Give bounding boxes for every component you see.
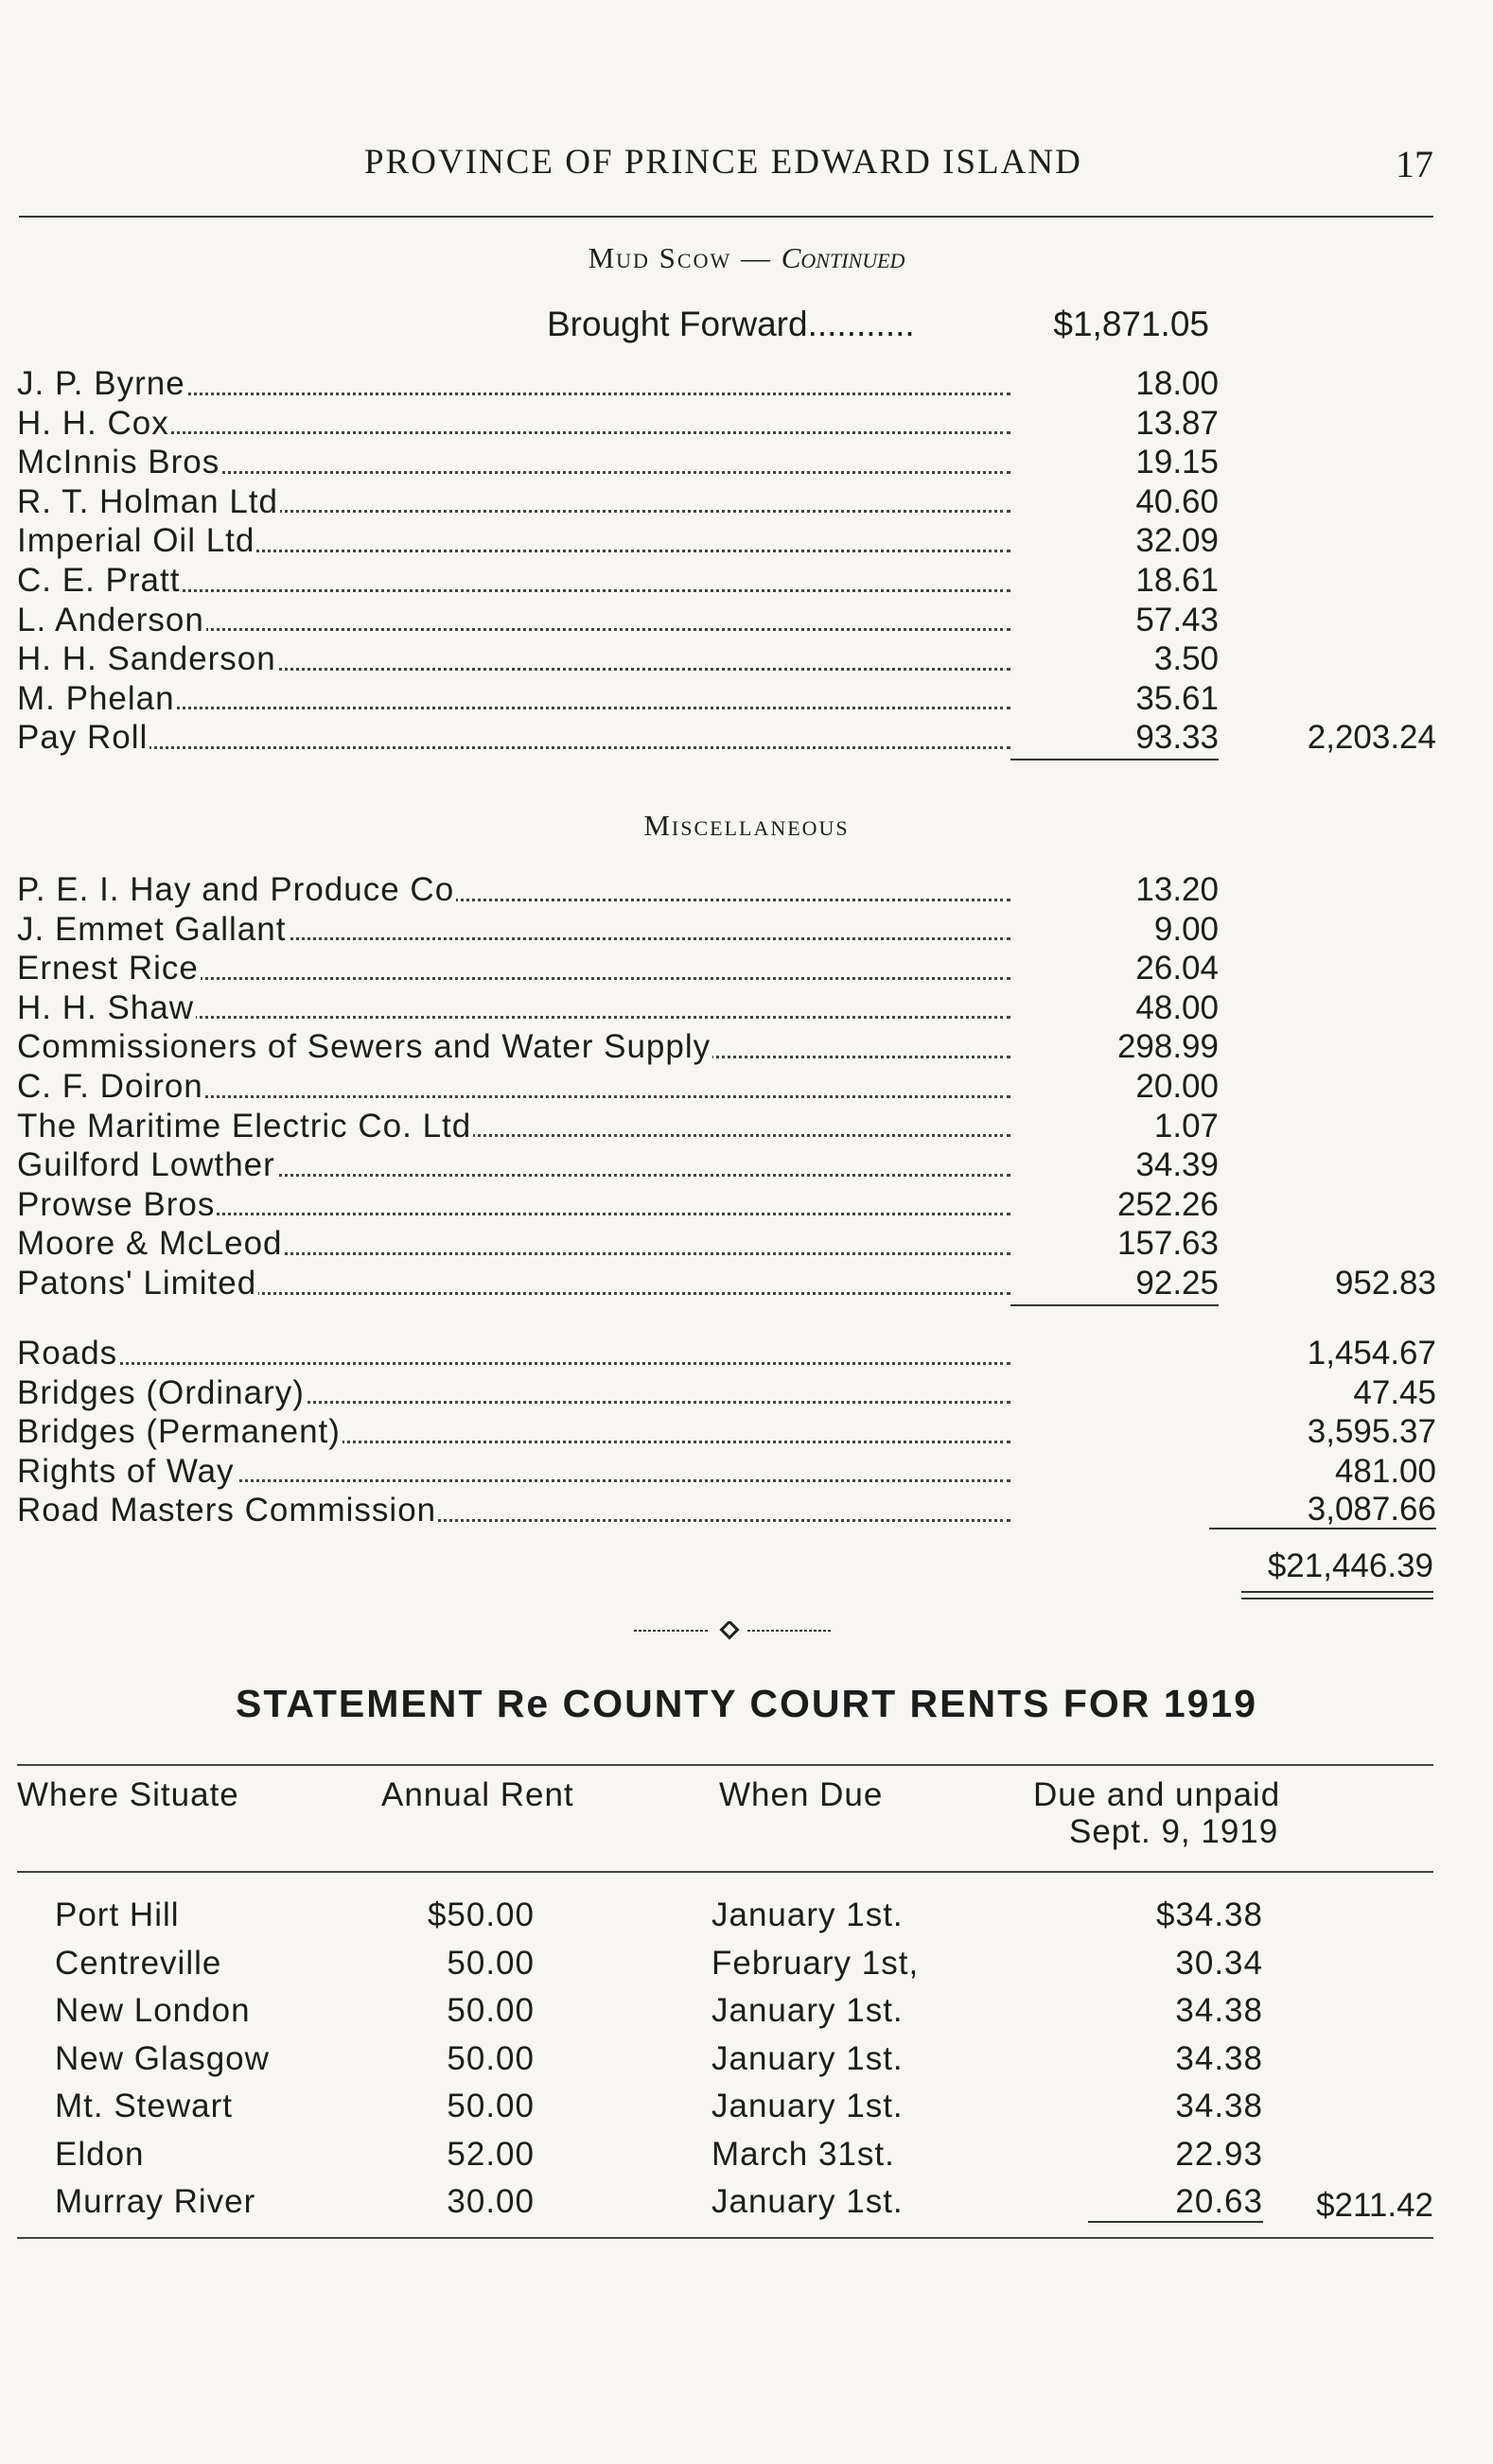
ledger-item-amount: 13.20 (1135, 871, 1219, 908)
ledger-row (17, 561, 1436, 601)
ledger-row (17, 1373, 1436, 1413)
cell-due-unpaid: 34.38 (1175, 1992, 1263, 2029)
cell-where-situate: Murray River (55, 2183, 256, 2220)
cell-when-due: January 1st. (711, 1896, 904, 1933)
ledger-row (17, 1224, 1436, 1264)
ledger-row (17, 404, 1436, 444)
header-when-due: When Due (719, 1776, 884, 1813)
ledger-item-name: Commissioners of Sewers and Water Supply (17, 1027, 1010, 1067)
ledger-row (17, 1491, 1436, 1530)
cell-due-unpaid: 34.38 (1175, 2088, 1263, 2124)
brought-forward-label: Brought Forward........... (547, 305, 915, 343)
ledger-item-amount: 32.09 (1135, 522, 1219, 560)
ledger-item-name: Road Masters Commission (17, 1491, 1010, 1530)
running-title: PROVINCE OF PRINCE EDWARD ISLAND (364, 143, 1082, 182)
ledger-row (17, 1452, 1436, 1492)
mud-scow-heading-text: Mud Scow (588, 241, 732, 274)
ledger-row (17, 443, 1436, 482)
cell-due-unpaid: 30.34 (1175, 1944, 1263, 1982)
rents-total: $211.42 (1316, 2187, 1433, 2224)
cell-when-due: March 31st. (711, 2135, 895, 2173)
cell-annual-rent: $50.00 (427, 1896, 535, 1933)
ledger-item-name: J. Emmet Gallant (17, 910, 1010, 950)
subtotal-rule (1010, 1304, 1219, 1306)
ledger-item-amount: 19.15 (1135, 444, 1219, 481)
mud-scow-heading: Mud Scow — Continued (588, 241, 905, 274)
cell-due-unpaid: 34.38 (1175, 2039, 1263, 2077)
ledger-item-amount: 13.87 (1135, 404, 1219, 442)
ledger-row (17, 1185, 1436, 1225)
cell-annual-rent: 30.00 (447, 2183, 535, 2220)
ledger-section-total: 481.00 (1334, 1452, 1436, 1490)
ledger-item-name: J. P. Byrne (17, 364, 1010, 404)
header-due-unpaid-date: Sept. 9, 1919 (1069, 1813, 1279, 1850)
header-rule (19, 216, 1433, 218)
ledger-row (17, 639, 1436, 679)
ledger-item-name: Bridges (Permanent) (17, 1412, 1010, 1452)
misc-ledger (17, 870, 1436, 1303)
ledger-item-amount: 35.61 (1135, 679, 1219, 717)
ledger-row (17, 1027, 1436, 1067)
ledger-item-name: H. H. Sanderson (17, 639, 1010, 679)
ledger-item-name: Moore & McLeod (17, 1224, 1010, 1264)
rents-table-bottom-rule (17, 2237, 1433, 2239)
ledger-item-name: Guilford Lowther (17, 1145, 1010, 1185)
ledger-item-name: L. Anderson (17, 601, 1010, 640)
header-where-situate: Where Situate (17, 1776, 239, 1813)
ledger-item-name: Bridges (Ordinary) (17, 1373, 1010, 1413)
ledger-item-name: H. H. Shaw (17, 988, 1010, 1028)
cell-where-situate: Eldon (55, 2135, 145, 2173)
ledger-item-name: Prowse Bros (17, 1185, 1010, 1225)
rents-table-top-rule (17, 1764, 1433, 1766)
brought-forward-row (547, 305, 1209, 348)
ledger-row (17, 1067, 1436, 1107)
ledger-item-name: M. Phelan (17, 679, 1010, 719)
header-due-unpaid: Due and unpaid (1033, 1776, 1281, 1813)
ledger-row (17, 679, 1436, 719)
cell-when-due: January 1st. (711, 1992, 904, 2029)
ledger-item-name: The Maritime Electric Co. Ltd (17, 1107, 1010, 1146)
cell-due-unpaid: 22.93 (1175, 2135, 1263, 2173)
ledger-row (17, 949, 1436, 988)
cell-where-situate: Port Hill (55, 1896, 180, 1933)
ledger-row (17, 364, 1436, 404)
ledger-item-amount: 1.07 (1153, 1107, 1219, 1145)
ledger-section-total: 2,203.24 (1307, 719, 1436, 757)
mud-scow-heading-suffix: Continued (781, 241, 905, 274)
ledger-item-amount: 252.26 (1116, 1185, 1219, 1223)
ledger-section-total: 1,454.67 (1307, 1335, 1436, 1372)
ledger-item-amount: 57.43 (1135, 601, 1219, 638)
cell-annual-rent: 50.00 (447, 1992, 535, 2029)
ledger-item-name: Ernest Rice (17, 949, 1010, 988)
ledger-section-total: 952.83 (1334, 1264, 1436, 1302)
running-header (0, 142, 1433, 199)
ledger-item-amount: 20.00 (1135, 1067, 1219, 1105)
ledger-item-amount: 92.25 (1135, 1264, 1219, 1302)
ledger-section-total: 3,595.37 (1307, 1413, 1436, 1451)
ledger-row (17, 482, 1436, 522)
cell-where-situate: Mt. Stewart (55, 2088, 233, 2124)
ledger-item-amount: 40.60 (1135, 482, 1219, 520)
ledger-row (17, 601, 1436, 640)
cell-annual-rent: 50.00 (447, 2088, 535, 2124)
ledger-item-name: Rights of Way (17, 1452, 1010, 1492)
ledger-row (17, 870, 1436, 910)
ledger-item-name: Pay Roll (17, 718, 1010, 758)
ledger-row (17, 1107, 1436, 1146)
ledger-row (17, 1145, 1436, 1185)
misc-heading: Miscellaneous (643, 809, 850, 842)
ledger-item-amount: 93.33 (1135, 719, 1219, 757)
ledger-item-amount: 9.00 (1153, 910, 1219, 948)
ledger-row (17, 1412, 1436, 1452)
ledger-row (17, 1264, 1436, 1303)
ledger-item-name: Roads (17, 1334, 1010, 1373)
brought-forward-value: $1,871.05 (1053, 305, 1209, 343)
ledger-item-name: Patons' Limited (17, 1264, 1010, 1303)
ledger-item-name: McInnis Bros (17, 443, 1010, 482)
ledger-item-amount: 18.61 (1135, 561, 1219, 599)
ledger-item-amount: 48.00 (1135, 988, 1219, 1026)
ledger-section-total: 47.45 (1353, 1373, 1436, 1411)
grand-total: $21,446.39 (1267, 1547, 1433, 1584)
ledger-item-amount: 3.50 (1153, 640, 1219, 678)
roads-ledger (17, 1334, 1436, 1530)
leader-dots (17, 746, 1010, 749)
ledger-item-amount: 18.00 (1135, 365, 1219, 402)
page-number: 17 (1396, 143, 1433, 185)
ledger-section-total: 3,087.66 (1209, 1491, 1436, 1529)
cell-when-due: January 1st. (711, 2039, 904, 2077)
cell-where-situate: New Glasgow (55, 2039, 270, 2077)
ledger-item-name: C. F. Doiron (17, 1067, 1010, 1107)
ledger-row (17, 718, 1436, 758)
cell-due-unpaid: 20.63 (1088, 2183, 1263, 2223)
leader-dots (17, 1362, 1010, 1365)
ledger-item-amount: 157.63 (1116, 1225, 1219, 1263)
mud-scow-ledger (17, 364, 1436, 758)
grand-total-double-rule (1241, 1591, 1433, 1599)
ledger-item-name: H. H. Cox (17, 404, 1010, 444)
cell-when-due: January 1st. (711, 2183, 904, 2220)
ledger-row (17, 521, 1436, 561)
ledger-item-name: C. E. Pratt (17, 561, 1010, 601)
ledger-row (17, 910, 1436, 950)
ledger-item-name: R. T. Holman Ltd (17, 482, 1010, 522)
ornament-divider-icon (634, 1621, 833, 1640)
cell-due-unpaid: $34.38 (1155, 1896, 1263, 1933)
cell-annual-rent: 50.00 (447, 2039, 535, 2077)
cell-when-due: February 1st, (711, 1944, 920, 1982)
rents-table-header-rule (17, 1871, 1433, 1873)
rents-statement-title: STATEMENT Re COUNTY COURT RENTS FOR 1919 (235, 1682, 1258, 1725)
ledger-item-amount: 34.39 (1135, 1146, 1219, 1184)
cell-where-situate: Centreville (55, 1944, 222, 1982)
ledger-item-amount: 298.99 (1116, 1028, 1219, 1066)
ledger-item-name: P. E. I. Hay and Produce Co (17, 870, 1010, 910)
cell-when-due: January 1st. (711, 2088, 904, 2124)
subtotal-rule (1010, 759, 1219, 760)
header-annual-rent: Annual Rent (381, 1776, 574, 1813)
cell-where-situate: New London (55, 1992, 251, 2029)
ledger-item-name: Imperial Oil Ltd (17, 521, 1010, 561)
ledger-row (17, 1334, 1436, 1373)
cell-annual-rent: 50.00 (447, 1944, 535, 1982)
cell-annual-rent: 52.00 (447, 2135, 535, 2173)
ledger-row (17, 988, 1436, 1028)
ledger-item-amount: 26.04 (1135, 950, 1219, 987)
